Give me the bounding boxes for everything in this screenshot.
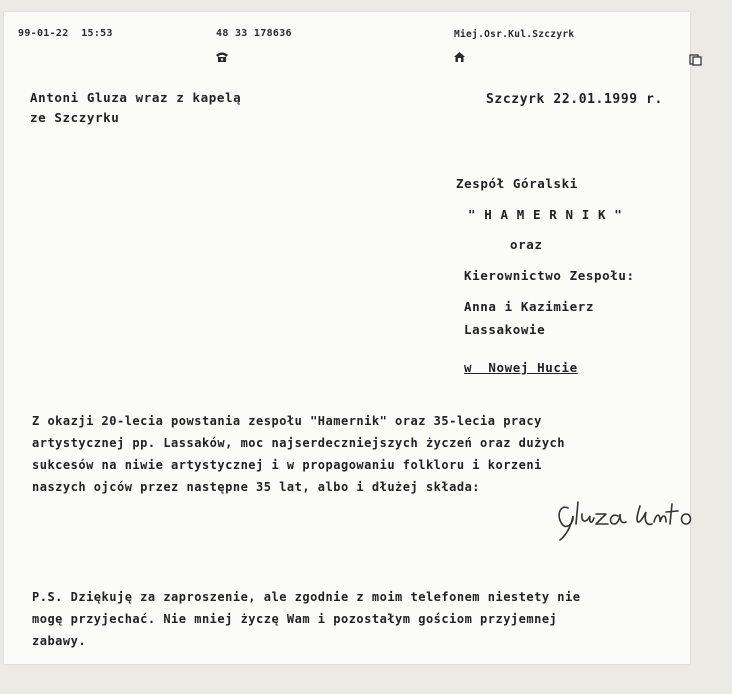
signature	[554, 494, 704, 544]
sender-line-2: ze Szczyrku	[30, 110, 120, 125]
ps-line-1: P.S. Dziękuję za zaproszenie, ale zgodnie z moim telefonem niestety nie	[32, 590, 581, 604]
body-line-3: sukcesów na niwie artystycznej i w propagowaniu folkloru i korzeni	[32, 458, 542, 472]
recipient-line-6: Lassakowie	[464, 322, 546, 337]
body-line-1: Z okazji 20-lecia powstania zespołu "Hamernik" oraz 35-lecia pracy	[32, 414, 542, 428]
fax-phone-number: 48 33 178636	[216, 28, 292, 39]
recipient-line-5: Anna i Kazimierz	[464, 299, 595, 314]
fax-datetime: 99-01-22 15:53	[18, 28, 113, 39]
recipient-line-4: Kierownictwo Zespołu:	[464, 268, 635, 283]
recipient-line-3: oraz	[510, 237, 543, 252]
body-line-4: naszych ojców przez następne 35 lat, albo i dłużej składa:	[32, 480, 481, 494]
recipient-line-1: Zespół Góralski	[456, 176, 578, 191]
fax-sender: Miej.Osr.Kul.Szczyrk	[454, 29, 575, 40]
recipient-location: w Nowej Hucie	[464, 360, 578, 375]
ps-line-3: zabawy.	[32, 634, 87, 648]
place-date: Szczyrk 22.01.1999 r.	[486, 92, 663, 107]
recipient-ensemble-name: " H A M E R N I K "	[468, 207, 623, 222]
page-icon	[670, 30, 703, 68]
sender-line-1: Antoni Gluza wraz z kapelą	[30, 90, 242, 105]
ps-line-2: mogę przyjechać. Nie mniej życzę Wam i pozostałym gościom przyjemnej	[32, 612, 558, 626]
body-line-2: artystycznej pp. Lassaków, moc najserdeczniejszych życzeń oraz dużych	[32, 436, 565, 450]
